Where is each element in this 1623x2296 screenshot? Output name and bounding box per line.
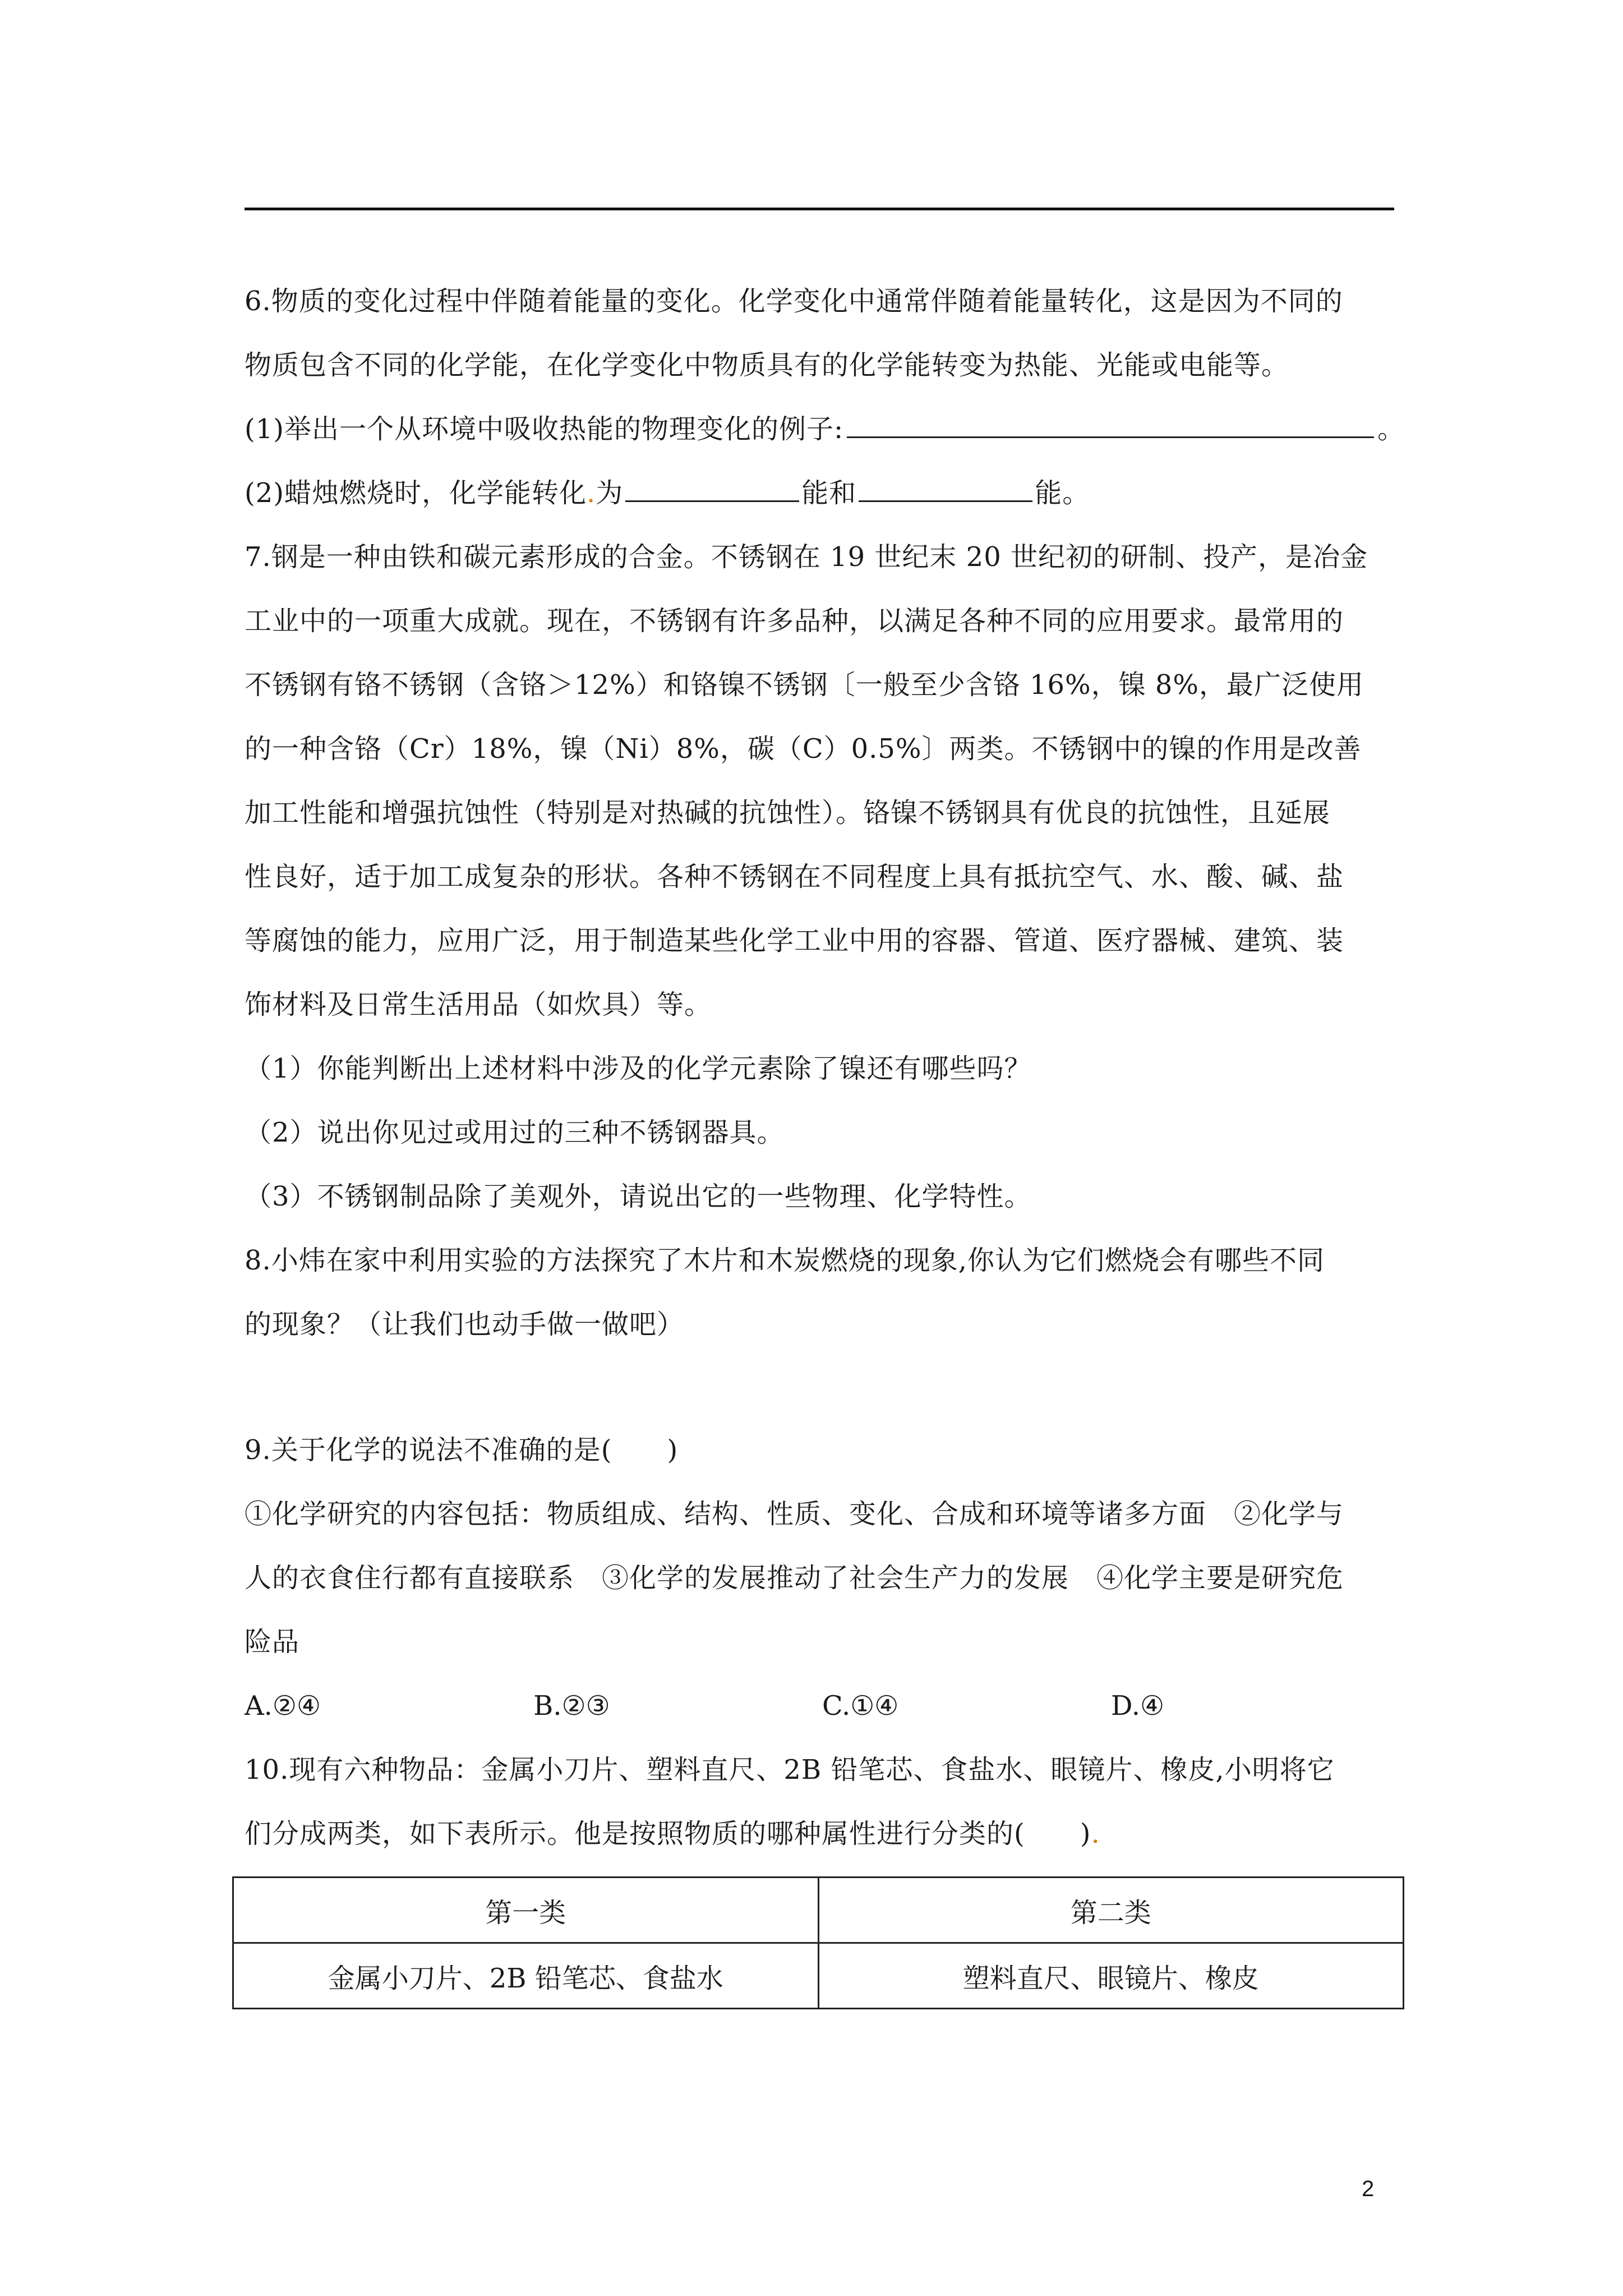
q7-line: 的一种含铬（Cr）18%，镍（Ni）8%，碳（C）0.5%〕两类。不锈钢中的镍的作用是改善 — [245, 733, 1362, 765]
q10-line-1: 10.现有六种物品：金属小刀片、塑料直尺、2B 铅笔芯、食盐水、眼镜片、橡皮,小明将它 — [245, 1754, 1335, 1786]
q7-line: 加工性能和增强抗蚀性（特别是对热碱的抗蚀性）。铬镍不锈钢具有优良的抗蚀性，且延展 — [245, 797, 1331, 829]
q10-dot: . — [1091, 1818, 1100, 1849]
q6-sub-2-mid-2: 能和 — [801, 477, 857, 509]
table-header-cell: 第一类 — [233, 1878, 819, 1943]
q7-line: 7.钢是一种由铁和碳元素形成的合金。不锈钢在 19 世纪末 20 世纪初的研制、投产，是冶金 — [245, 541, 1368, 573]
table-cell: 金属小刀片、2B 铅笔芯、食盐水 — [233, 1943, 819, 2009]
q6-sub-2-mid-1: 为 — [596, 477, 624, 509]
table-row — [233, 1943, 1404, 2009]
q6-sub-2-end: 能。 — [1035, 477, 1090, 509]
table-cell: 塑料直尺、眼镜片、橡皮 — [818, 1943, 1404, 2009]
q9-line-3: 险品 — [245, 1626, 300, 1658]
option-b[interactable]: B.②③ — [533, 1690, 610, 1722]
classification-table — [232, 1876, 1404, 2009]
q10-line-2 — [245, 1802, 1400, 1866]
option-a[interactable]: A.②④ — [245, 1690, 321, 1722]
q9-stem: 9.关于化学的说法不准确的是( ) — [245, 1434, 679, 1466]
q8-line-2: 的现象？（让我们也动手做一做吧） — [245, 1309, 685, 1340]
q10-line-2-text: 们分成两类，如下表所示。他是按照物质的哪种属性进行分类的( ) — [245, 1818, 1091, 1849]
answer-blank[interactable] — [859, 478, 1032, 502]
q7-line: 等腐蚀的能力，应用广泛，用于制造某些化学工业中用的容器、管道、医疗器械、建筑、装 — [245, 925, 1344, 956]
q6-line-2: 物质包含不同的化学能，在化学变化中物质具有的化学能转变为热能、光能或电能等。 — [245, 349, 1289, 381]
q6-line-1: 6.物质的变化过程中伴随着能量的变化。化学变化中通常伴随着能量转化，这是因为不同的 — [245, 286, 1343, 317]
q6-sub-2-dot: . — [587, 477, 596, 509]
q9-line-1: ①化学研究的内容包括：物质组成、结构、性质、变化、合成和环境等诸多方面 ②化学与 — [245, 1498, 1344, 1530]
q7-line: 饰材料及日常生活用品（如炊具）等。 — [245, 989, 712, 1020]
table-header-row — [233, 1878, 1404, 1943]
answer-blank[interactable] — [625, 478, 799, 502]
q6-sub-1 — [245, 397, 1405, 461]
q6-sub-2-text: (2)蜡烛燃烧时，化学能转化 — [245, 477, 587, 509]
q6-sub-1-end: 。 — [1377, 413, 1405, 445]
q9-line-2: 人的衣食住行都有直接联系 ③化学的发展推动了社会生产力的发展 ④化学主要是研究危 — [245, 1562, 1344, 1594]
q7-sub-2: （2）说出你见过或用过的三种不锈钢器具。 — [245, 1117, 785, 1148]
answer-blank[interactable] — [847, 414, 1374, 438]
q9-options — [245, 1674, 1400, 1738]
answer-space — [245, 1356, 1400, 1418]
header-rule — [245, 208, 1394, 210]
q6-sub-1-text: (1)举出一个从环境中吸收热能的物理变化的例子: — [245, 413, 844, 445]
q7-line: 不锈钢有铬不锈钢（含铬＞12%）和铬镍不锈钢〔一般至少含铬 16%，镍 8%，最广泛使用 — [245, 669, 1364, 701]
option-c[interactable]: C.①④ — [822, 1690, 899, 1722]
q7-sub-3: （3）不锈钢制品除了美观外，请说出它的一些物理、化学特性。 — [245, 1181, 1032, 1212]
page-number: 2 — [1362, 2177, 1375, 2201]
document-body — [245, 269, 1405, 1866]
q7-sub-1: （1）你能判断出上述材料中涉及的化学元素除了镍还有哪些吗？ — [245, 1053, 1032, 1084]
option-d[interactable]: D.④ — [1111, 1690, 1165, 1722]
q6-sub-2 — [245, 461, 1400, 525]
table-header-cell: 第二类 — [818, 1878, 1404, 1943]
q8-line-1: 8.小炜在家中利用实验的方法探究了木片和木炭燃烧的现象,你认为它们燃烧会有哪些不同 — [245, 1245, 1325, 1276]
q7-line: 工业中的一项重大成就。现在，不锈钢有许多品种，以满足各种不同的应用要求。最常用的 — [245, 605, 1344, 637]
q7-line: 性良好，适于加工成复杂的形状。各种不锈钢在不同程度上具有抵抗空气、水、酸、碱、盐 — [245, 861, 1344, 892]
